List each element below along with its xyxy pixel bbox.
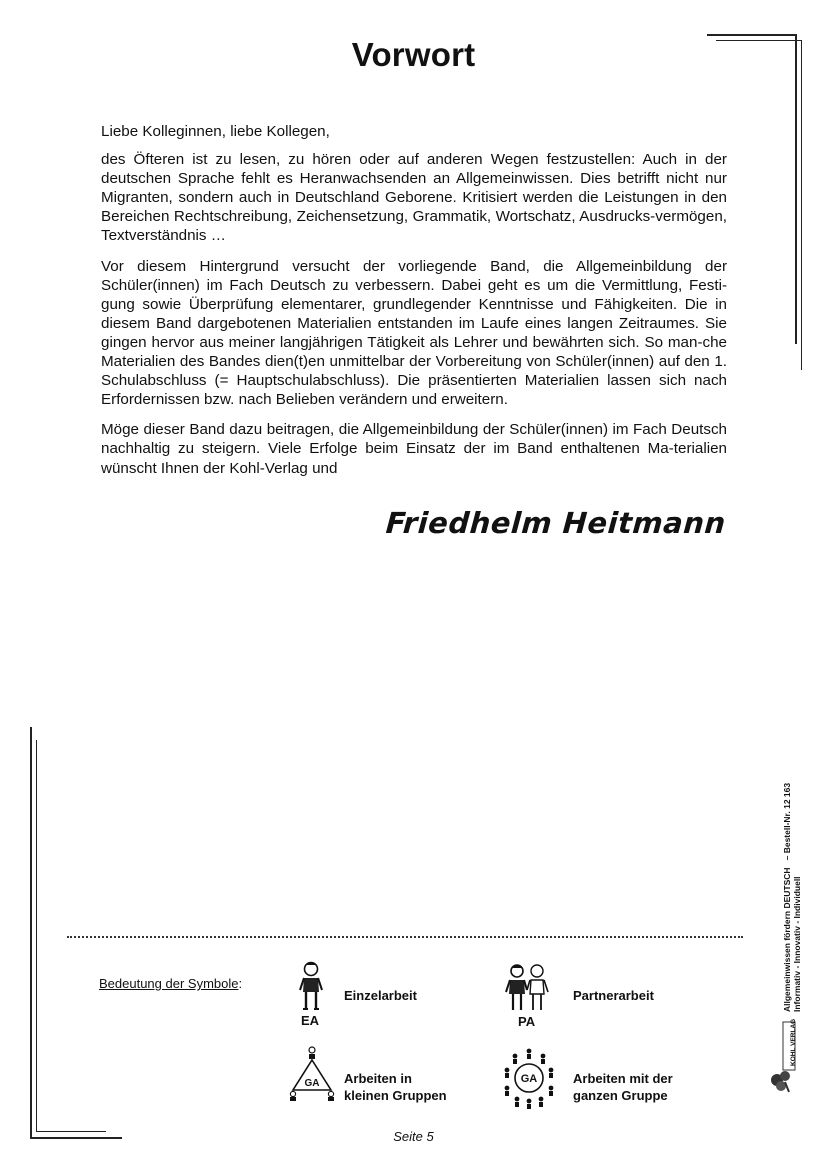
- small-groups-line2: kleinen Gruppen: [344, 1088, 447, 1103]
- two-persons-icon: [505, 962, 549, 1014]
- symbol-abbr-pa: PA: [518, 1014, 536, 1029]
- sidebar-line1: [782, 783, 792, 1012]
- svg-text:GA: GA: [304, 1078, 320, 1089]
- frame-bottom-left-v1: [30, 727, 32, 1138]
- svg-text:GA: GA: [520, 1073, 538, 1085]
- single-person-icon: [298, 960, 324, 1012]
- dotted-divider: [67, 936, 743, 938]
- small-groups-line1: Arbeiten in: [344, 1071, 412, 1086]
- paragraph-2: Vor diesem Hintergrund versucht der vorliegende Band, die Allgemeinbildung der Schüler(innen) im Fach Deutsch zu verbessern. Dabei geht es um die Vermittlung, Festi-gung sowie Überprüfung elementarer, grundlegender Kenntnisse und Fähigkeiten. Die in diesem Band dargebotenen Materialien entstanden im Laufe eines langen Zeitraumes. Sie gingen hervor aus meiner langjährigen Tätigkeit als Lehrer und bewährten sich. So man-che Materialien des Bandes dien(t)en unmittelbar der Vorbereitung von Schüler(innen) auf den 1. Schulabschluss (= Hauptschulabschluss). Die präsentierten Materialien lassen sich nach Erfordernissen bzw. nach Belieben verändern und erweitern.: [101, 257, 727, 409]
- frame-bottom-left-v2: [36, 740, 37, 1132]
- whole-group-line2: ganzen Gruppe: [573, 1088, 668, 1103]
- frame-top-right-v2: [801, 40, 802, 370]
- symbol-label-whole-group: [573, 1070, 673, 1104]
- sidebar-order-number: – Bestell-Nr. 12 163: [782, 782, 792, 861]
- paragraph-1: des Öfteren ist zu lesen, zu hören oder auf anderen Wegen festzustellen: Auch in der deutschen Sprache fehlt es Heranwachsenden an Allgemeinwissen. Dies betrifft nicht nur Migranten, sondern auch in Deutschland Geborene. Kritisiert werden die Leistungen in den Bereichen Rechtschreibung, Zeichensetzung, Grammatik, Wortschatz, Ausdrucks-vermögen, Textverständnis …: [101, 151, 727, 245]
- sidebar-line2: Informativ - Innovativ - Individuell: [792, 876, 802, 1012]
- publisher-logo-text: KOHL VERLAG: [790, 1018, 797, 1066]
- whole-group-line1: Arbeiten mit der: [573, 1071, 673, 1086]
- signature: Friedhelm Heitmann: [384, 506, 727, 540]
- greeting: Liebe Kolleginnen, liebe Kollegen,: [101, 123, 330, 140]
- page-number: Seite 5: [393, 1129, 434, 1144]
- symbol-label-small-groups: [344, 1070, 447, 1104]
- legend-title-text: Bedeutung der Symbole: [99, 976, 239, 991]
- legend-title-colon: :: [238, 976, 243, 991]
- legend-title: [99, 976, 242, 991]
- symbol-label-partnerarbeit: Partnerarbeit: [573, 988, 654, 1003]
- body-text: [101, 122, 727, 489]
- symbol-label-einzelarbeit: Einzelarbeit: [344, 988, 417, 1003]
- sidebar-text: [782, 783, 802, 1012]
- frame-top-right-v1: [795, 34, 797, 344]
- paragraph-3: Möge dieser Band dazu beitragen, die Allgemeinbildung der Schüler(innen) im Fach Deutsch nachhaltig zu steigern. Viele Erfolge beim Einsatz der im Band enthaltenen Ma-terialien wünscht Ihnen der Kohl-Verlag und: [101, 421, 727, 477]
- sidebar-title: Allgemeinwissen fördern DEUTSCH: [782, 867, 792, 1012]
- page-title: Vorwort: [351, 36, 476, 73]
- symbol-abbr-ea: EA: [301, 1013, 320, 1028]
- small-group-icon: [287, 1046, 337, 1104]
- whole-group-icon: [503, 1046, 555, 1110]
